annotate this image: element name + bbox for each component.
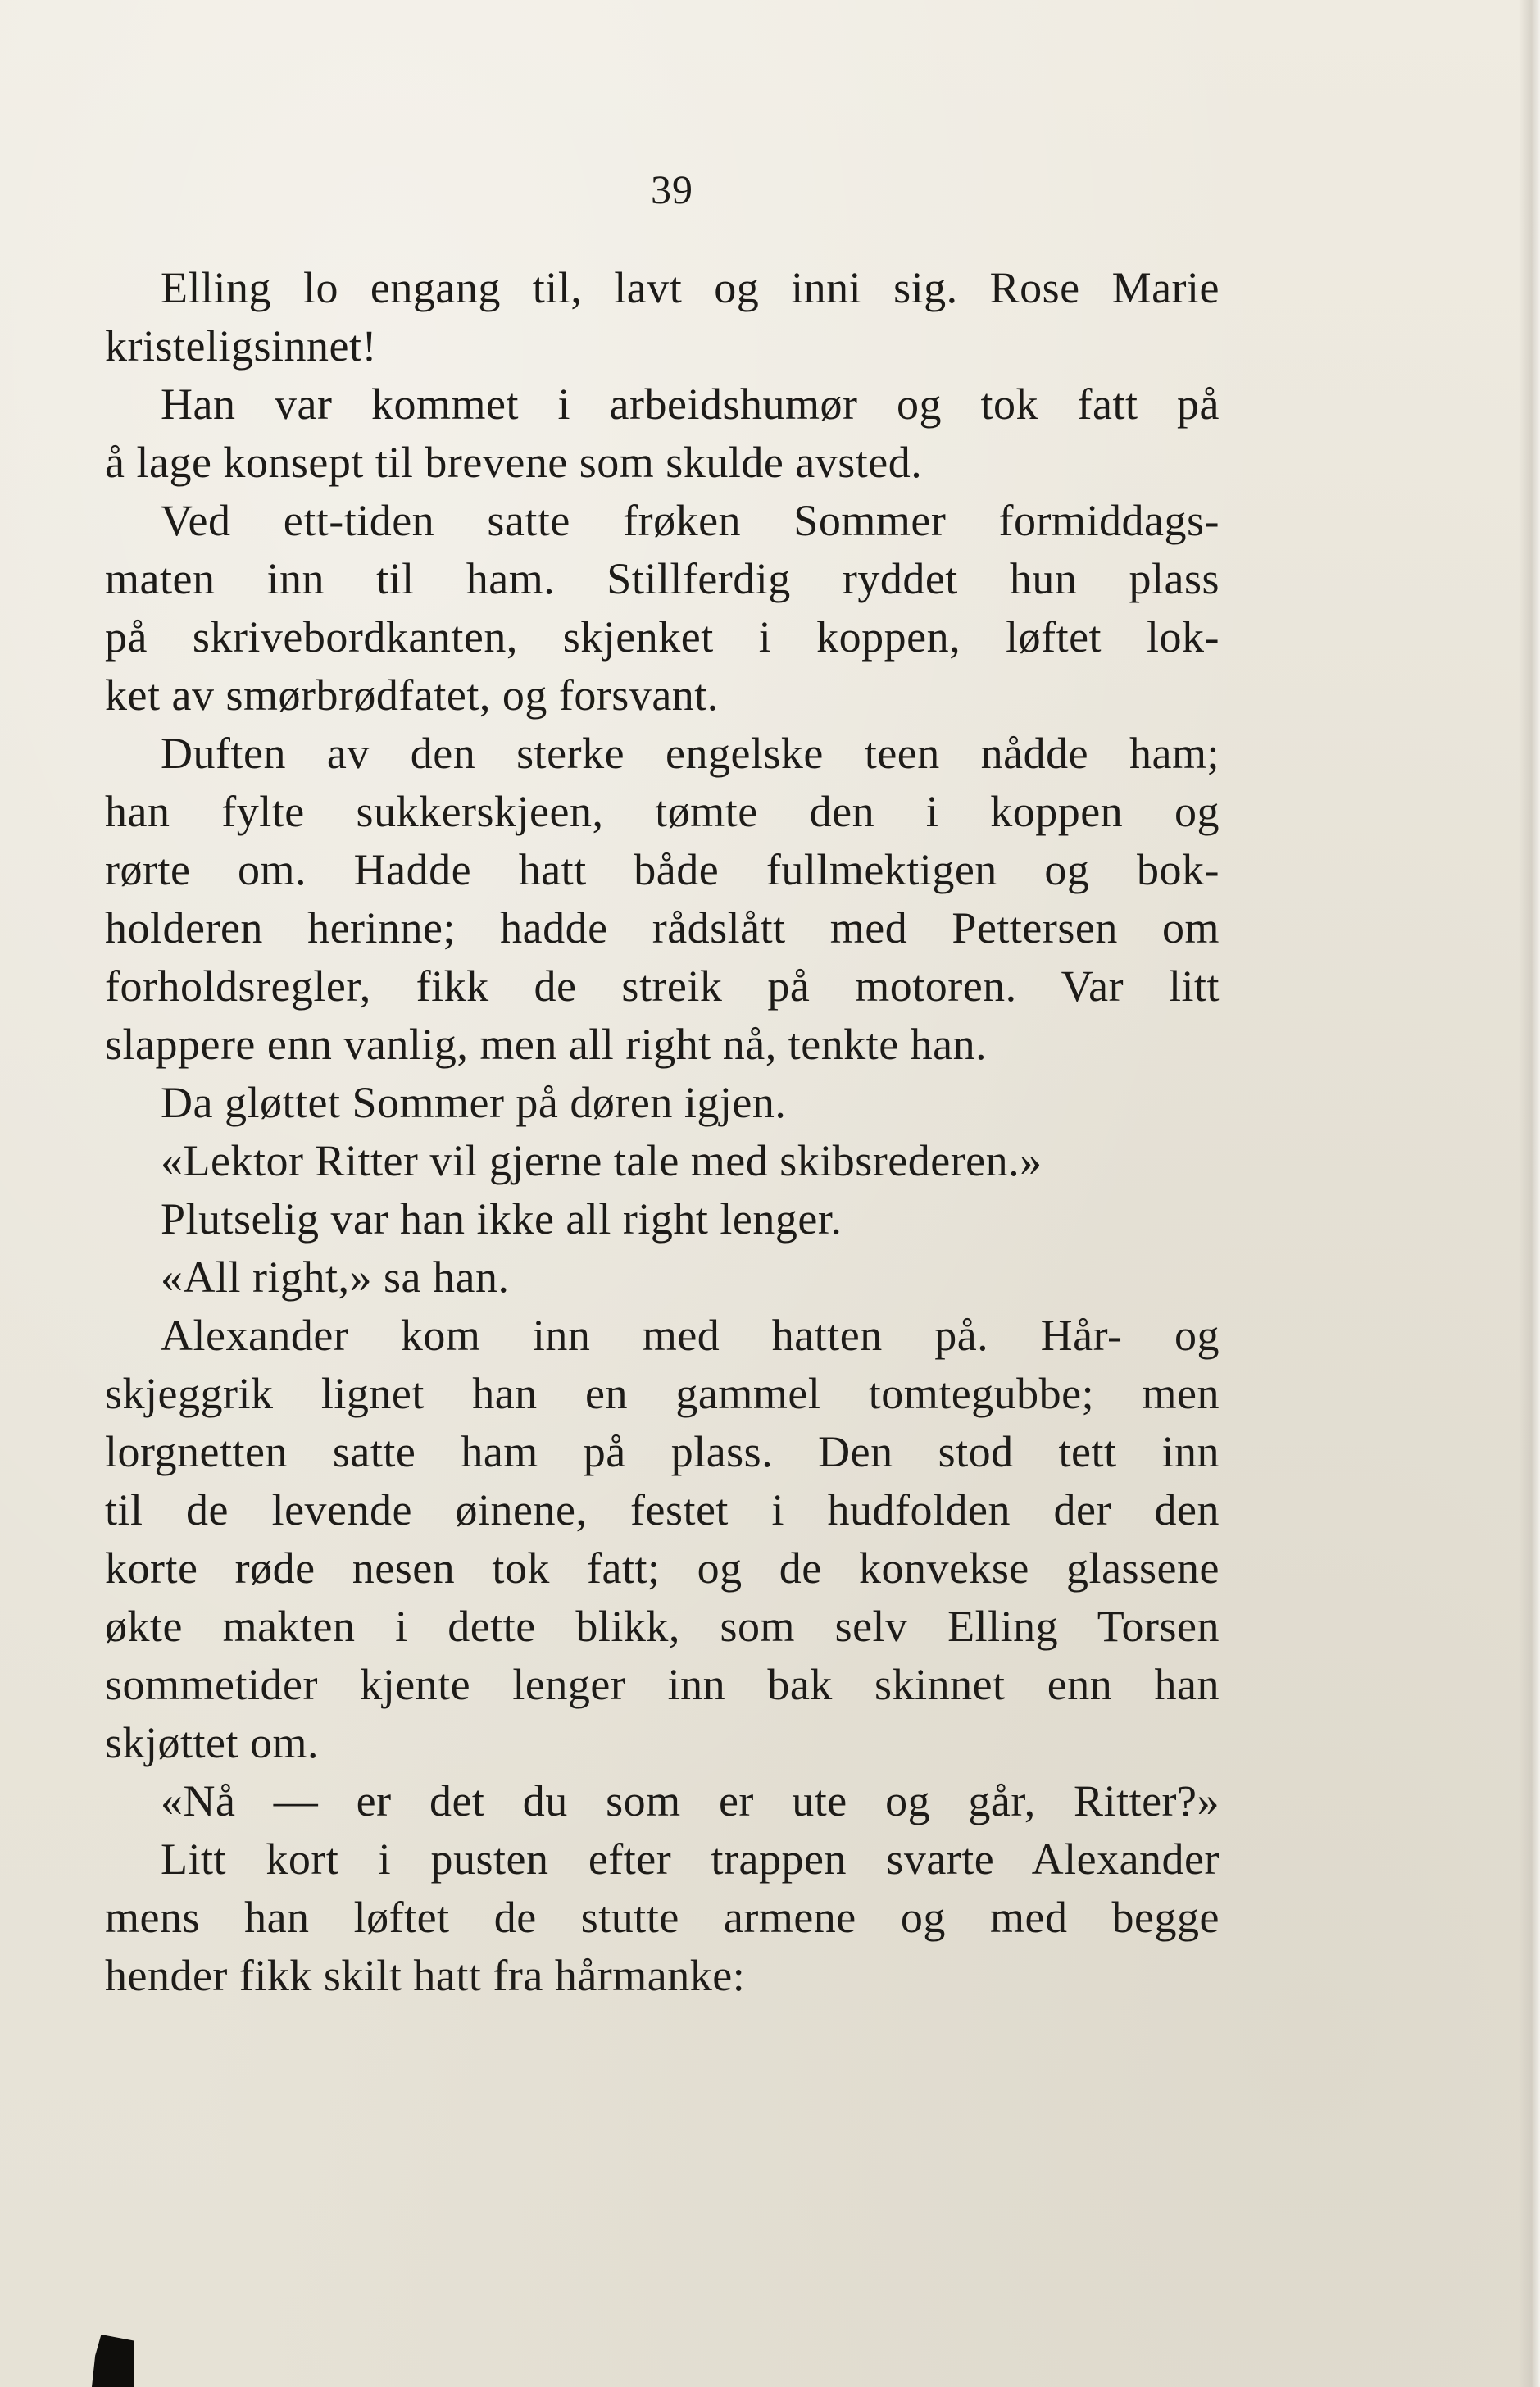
text-line: skjeggrik lignet han en gammel tomtegubbe; men [105, 1369, 1220, 1418]
text-line: «Nå — er det du som er ute og går, Ritter?» [161, 1776, 1220, 1825]
text-line: på skrivebordkanten, skjenket i koppen, løftet lok- [105, 612, 1220, 662]
text-line: Ved ett-tiden satte frøken Sommer formiddags- [161, 496, 1220, 545]
text-line: Duften av den sterke engelske teen nådde ham; [161, 729, 1220, 778]
binding-mark [92, 2335, 134, 2387]
body-text [105, 259, 1220, 2005]
text-line: holderen herinne; hadde rådslått med Pettersen om [105, 903, 1220, 953]
text-line: maten inn til ham. Stillferdig ryddet hun plass [105, 554, 1220, 603]
text-line: mens han løftet de stutte armene og med begge [105, 1893, 1220, 1942]
text-line: ket av smørbrødfatet, og forsvant. [105, 671, 719, 720]
text-line: Han var kommet i arbeidshumør og tok fatt på [161, 380, 1220, 429]
text-line: hender fikk skilt hatt fra hårmanke: [105, 1951, 746, 2000]
text-line: til de levende øinene, festet i hudfolden der den [105, 1485, 1220, 1534]
text-line: «All right,» sa han. [161, 1253, 510, 1302]
text-line: forholdsregler, fikk de streik på motoren. Var litt [105, 962, 1220, 1011]
text-line: korte røde nesen tok fatt; og de konvekse glassene [105, 1544, 1220, 1593]
text-line: Da gløttet Sommer på døren igjen. [161, 1078, 787, 1127]
page-edge [1519, 0, 1540, 2387]
text-line: Alexander kom inn med hatten på. Hår- og [161, 1311, 1220, 1360]
text-line: lorgnetten satte ham på plass. Den stod tett inn [105, 1427, 1220, 1476]
text-line: sommetider kjente lenger inn bak skinnet enn han [105, 1660, 1220, 1709]
text-line: økte makten i dette blikk, som selv Elling Torsen [105, 1602, 1220, 1651]
text-line: han fylte sukkerskjeen, tømte den i koppen og [105, 787, 1220, 836]
text-line: «Lektor Ritter vil gjerne tale med skibsrederen.» [161, 1136, 1043, 1185]
text-line: Litt kort i pusten efter trappen svarte Alexander [161, 1835, 1220, 1884]
text-line: å lage konsept til brevene som skulde avsted. [105, 438, 923, 487]
page-number: 39 [651, 166, 693, 212]
text-line: slappere enn vanlig, men all right nå, tenkte han. [105, 1020, 988, 1069]
text-line: Elling lo engang til, lavt og inni sig. Rose Marie [161, 263, 1220, 312]
text-line: kristeligsinnet! [105, 321, 377, 371]
text-line: skjøttet om. [105, 1718, 319, 1767]
text-line: rørte om. Hadde hatt både fullmektigen og bok- [105, 845, 1220, 894]
text-line: Plutselig var han ikke all right lenger. [161, 1194, 843, 1244]
